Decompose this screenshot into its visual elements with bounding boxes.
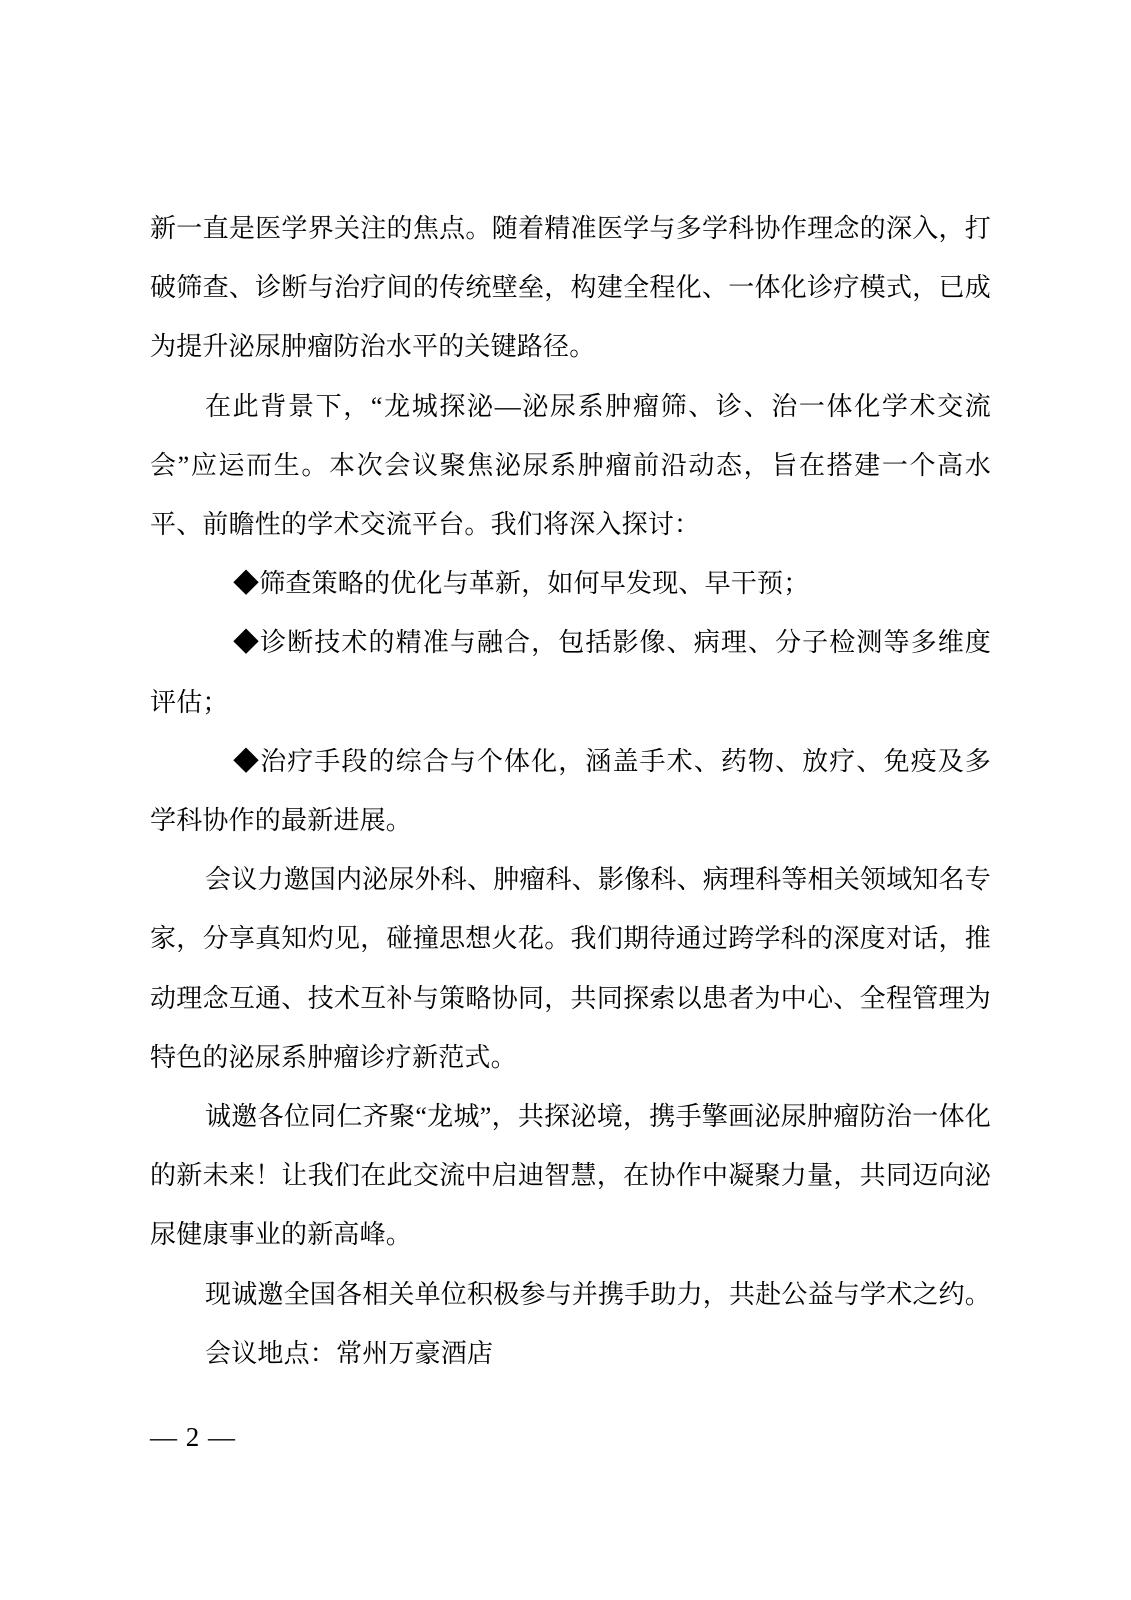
document-body (150, 199, 991, 1383)
body-paragraph: 诚邀各位同仁齐聚“龙城”，共探泌境，携手擎画泌尿肿瘤防治一体化的新未来！让我们在此交流中启迪智慧，在协作中凝聚力量，共同迈向泌尿健康事业的新高峰。 (150, 1102, 991, 1250)
bullet-list-item: ◆筛查策略的优化与革新，如何早发现、早干预； (233, 569, 810, 599)
body-paragraph: 现诚邀全国各相关单位积极参与并携手助力，共赴公益与学术之约。 (205, 1279, 992, 1309)
bullet-list-item: ◆治疗手段的综合与个体化，涵盖手术、药物、放疗、免疫及多学科协作的最新进展。 (150, 746, 991, 836)
bullet-list-item: ◆诊断技术的精准与融合，包括影像、病理、分子检测等多维度评估； (150, 628, 991, 717)
body-paragraph: 在此背景下，“龙城探泌—泌尿系肿瘤筛、诊、治一体化学术交流会”应运而生。本次会议聚焦泌尿系肿瘤前沿动态，旨在搭建一个高水平、前瞻性的学术交流平台。我们将深入探讨： (150, 391, 991, 540)
body-paragraph: 会议力邀国内泌尿外科、肿瘤科、影像科、病理科等相关领域知名专家，分享真知灼见，碰撞思想火花。我们期待通过跨学科的深度对话，推动理念互通、技术互补与策略协同，共同探索以患者为中心、全程管理为特色的泌尿系肿瘤诊疗新范式。 (150, 865, 992, 1072)
meeting-location-line: 会议地点：常州万豪酒店 (205, 1338, 494, 1368)
body-paragraph: 新一直是医学界关注的焦点。随着精准医学与多学科协作理念的深入，打破筛查、诊断与治疗间的传统壁垒，构建全程化、一体化诊疗模式，已成为提升泌尿肿瘤防治水平的关键路径。 (150, 214, 991, 362)
page-number: — 2 — (150, 1422, 236, 1452)
